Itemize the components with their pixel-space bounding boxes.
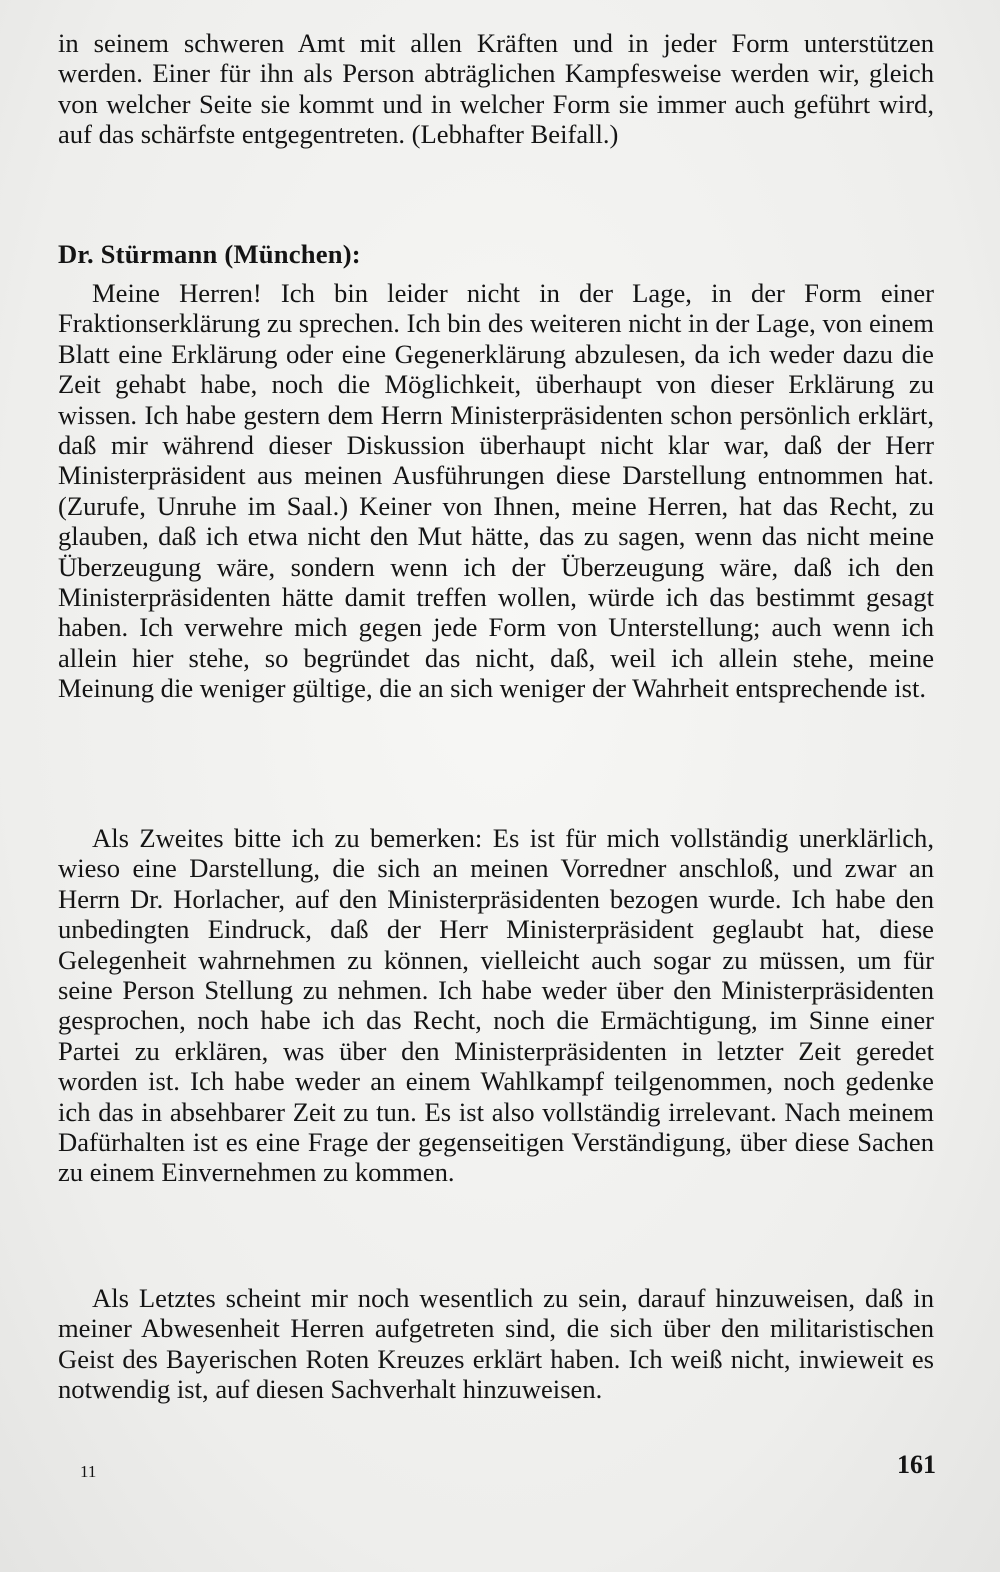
- paragraph-text: Als Letztes scheint mir noch wesentlich zu sein, darauf hinzuweisen, daß in meiner Abwesenheit Herren aufgetreten sind, die sich über den militaristischen Geist des Bayerischen Roten Kreuzes erklärt haben. Ich weiß nicht, inwieweit es notwendig ist, auf diesen Sachverhalt hinzuweisen.: [58, 1283, 934, 1405]
- paragraph-2: [58, 823, 934, 1188]
- paragraph-text: Als Zweites bitte ich zu bemerken: Es ist für mich vollständig unerklärlich, wieso eine Darstellung, die sich an meinen Vorredner anschloß, und zwar an Herrn Dr. Horlacher, auf den Ministerpräsidenten bezogen wurde. Ich habe den unbedingten Eindruck, daß der Herr Ministerpräsident geglaubt hat, diese Gelegenheit wahrnehmen zu können, vielleicht auch sogar zu müssen, um für seine Person Stellung zu nehmen. Ich habe weder über den Ministerpräsidenten gesprochen, noch habe ich das Recht, noch die Ermächtigung, im Sinne einer Partei zu erklären, was über den Ministerpräsidenten in letzter Zeit geredet worden ist. Ich habe weder an einem Wahlkampf teilgenommen, noch gedenke ich das in absehbarer Zeit zu tun. Es ist also vollständig irrelevant. Nach meinem Dafürhalten ist es eine Frage der gegenseitigen Verständigung, über diese Sachen zu einem Einvernehmen zu kommen.: [58, 823, 934, 1188]
- paragraph-1: [58, 278, 934, 704]
- paragraph-text: in seinem schweren Amt mit allen Kräften und in jeder Form unterstützen werden. Einer für ihn als Person abträglichen Kampfesweise werden wir, gleich von welcher Seite sie kommt und in welcher Form sie immer auch geführt wird, auf das schärfste entgegentreten. (Lebhafter Beifall.): [58, 28, 934, 150]
- paragraph-3: [58, 1283, 934, 1405]
- printer-signature-mark: 11: [80, 1462, 97, 1481]
- paragraph-text: Meine Herren! Ich bin leider nicht in der Lage, in der Form einer Fraktionserklärung zu sprechen. Ich bin des weiteren nicht in der Lage, von einem Blatt eine Erklärung oder eine Gegenerklärung abzulesen, da ich weder dazu die Zeit gehabt habe, noch die Möglichkeit, überhaupt von dieser Erklärung zu wissen. Ich habe gestern dem Herrn Ministerpräsidenten schon persönlich erklärt, daß mir während dieser Diskussion überhaupt nicht klar war, daß der Herr Ministerpräsident aus meinen Ausführungen diese Darstellung entnommen hat. (Zurufe, Unruhe im Saal.) Keiner von Ihnen, meine Herren, hat das Recht, zu glauben, daß ich etwa nicht den Mut hätte, das zu sagen, wenn das nicht meine Überzeugung wäre, sondern wenn ich der Überzeugung wäre, daß ich den Ministerpräsidenten hätte damit treffen wollen, würde ich das bestimmt gesagt haben. Ich verwehre mich gegen jede Form von Unterstellung; auch wenn ich allein hier stehe, so begründet das nicht, daß, weil ich allein stehe, meine Meinung die weniger gültige, die an sich weniger der Wahrheit entsprechende ist.: [58, 278, 934, 704]
- page-number: 161: [897, 1450, 936, 1479]
- speaker-heading: Dr. Stürmann (München):: [58, 239, 361, 269]
- paragraph-continued: [58, 28, 934, 150]
